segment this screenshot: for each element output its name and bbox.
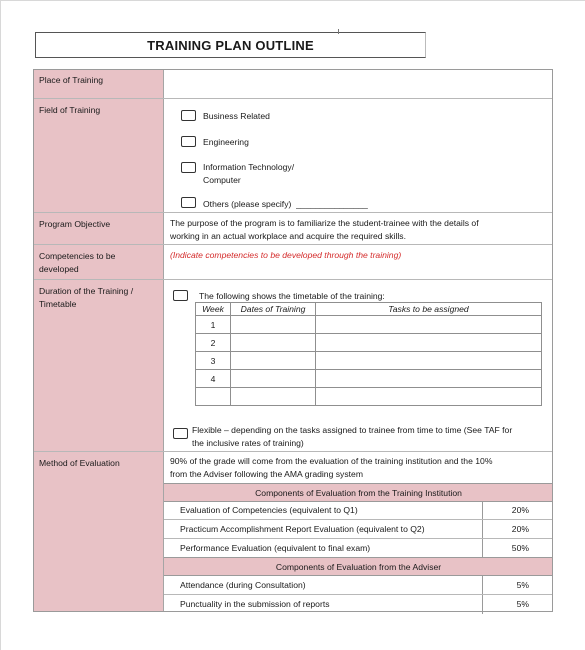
table-row xyxy=(164,595,553,614)
label-duration xyxy=(39,285,157,311)
label-competencies-line2: developed xyxy=(39,264,79,274)
tasks-cell[interactable] xyxy=(316,334,542,352)
tasks-cell[interactable] xyxy=(316,388,542,406)
checkbox-engineering[interactable] xyxy=(181,136,196,147)
week-cell: 2 xyxy=(196,334,231,352)
option-information-technology-line2: Computer xyxy=(203,175,241,185)
timetable-table xyxy=(195,302,542,406)
checkbox-others[interactable] xyxy=(181,197,196,208)
component-percent: 20% xyxy=(482,501,553,519)
option-others: Others (please specify) _______________ xyxy=(203,199,368,209)
dates-cell[interactable] xyxy=(231,388,316,406)
header-week: Week xyxy=(196,303,231,316)
checkbox-flexible[interactable] xyxy=(173,428,188,439)
label-evaluation: Method of Evaluation xyxy=(39,458,120,468)
week-cell: 1 xyxy=(196,316,231,334)
flexible-line-1: Flexible – depending on the tasks assigned to trainee from time to time (See TAF for xyxy=(192,425,513,435)
label-cell xyxy=(33,213,164,244)
label-field-of-training: Field of Training xyxy=(39,105,101,115)
row-place-of-training xyxy=(33,69,553,99)
component-percent: 20% xyxy=(482,520,553,538)
table-row xyxy=(196,388,542,406)
label-cell xyxy=(33,245,164,279)
program-objective-text xyxy=(164,213,553,244)
component-percent: 5% xyxy=(482,576,553,594)
label-competencies xyxy=(39,250,157,276)
component-name: Punctuality in the submission of reports xyxy=(180,599,330,609)
title-box-tick xyxy=(338,29,339,34)
row-field-of-training xyxy=(33,99,553,213)
title-box xyxy=(35,32,426,58)
table-row xyxy=(196,316,542,334)
dates-cell[interactable] xyxy=(231,334,316,352)
evaluation-line-2: from the Adviser following the AMA grading system xyxy=(170,469,363,479)
component-name: Practicum Accomplishment Report Evaluation (equivalent to Q2) xyxy=(180,524,425,534)
table-row xyxy=(164,539,553,558)
component-percent: 5% xyxy=(482,595,553,614)
week-cell xyxy=(196,388,231,406)
page-edge-left xyxy=(0,0,1,650)
week-cell: 4 xyxy=(196,370,231,388)
dates-cell[interactable] xyxy=(231,370,316,388)
label-cell xyxy=(33,69,164,98)
label-program-objective: Program Objective xyxy=(39,219,111,229)
label-cell xyxy=(33,280,164,451)
objective-line-2: working in an actual workplace and acquire the required skills. xyxy=(170,231,406,241)
competencies-field[interactable] xyxy=(164,245,553,279)
row-program-objective xyxy=(33,213,553,245)
field-of-training-options xyxy=(164,99,553,212)
label-duration-line1: Duration of the Training / xyxy=(39,286,134,296)
table-row xyxy=(164,576,553,595)
tasks-cell[interactable] xyxy=(316,370,542,388)
timetable-header-row xyxy=(196,303,542,316)
tasks-cell[interactable] xyxy=(316,316,542,334)
week-cell: 3 xyxy=(196,352,231,370)
evaluation-line-1: 90% of the grade will come from the evaluation of the training institution and the 10% xyxy=(170,456,493,466)
page-edge-top xyxy=(0,0,585,1)
objective-line-1: The purpose of the program is to familiarize the student-trainee with the details of xyxy=(170,218,479,228)
table-row xyxy=(196,352,542,370)
component-name: Attendance (during Consultation) xyxy=(180,580,306,590)
page-title: TRAINING PLAN OUTLINE xyxy=(147,38,314,53)
adviser-components-header: Components of Evaluation from the Adviser xyxy=(164,557,553,576)
label-cell xyxy=(33,452,164,612)
dates-cell[interactable] xyxy=(231,352,316,370)
table-row xyxy=(164,501,553,520)
tasks-cell[interactable] xyxy=(316,352,542,370)
place-of-training-field[interactable] xyxy=(164,69,553,98)
table-row xyxy=(164,520,553,539)
competencies-placeholder: (Indicate competencies to be developed through the training) xyxy=(170,250,402,260)
option-engineering: Engineering xyxy=(203,137,249,147)
dates-cell[interactable] xyxy=(231,316,316,334)
checkbox-timetable[interactable] xyxy=(173,290,188,301)
timetable-option: The following shows the timetable of the training: xyxy=(199,291,385,301)
component-name: Evaluation of Competencies (equivalent to Q1) xyxy=(180,505,358,515)
label-competencies-line1: Competencies to be xyxy=(39,251,116,261)
checkbox-business-related[interactable] xyxy=(181,110,196,121)
option-business-related: Business Related xyxy=(203,111,270,121)
row-competencies xyxy=(33,245,553,280)
header-tasks: Tasks to be assigned xyxy=(316,303,542,316)
table-row xyxy=(196,334,542,352)
checkbox-information-technology[interactable] xyxy=(181,162,196,173)
component-percent: 50% xyxy=(482,539,553,557)
flexible-line-2: the inclusive rates of training) xyxy=(192,438,304,448)
label-duration-line2: Timetable xyxy=(39,299,77,309)
option-information-technology: Information Technology/ xyxy=(203,162,295,172)
table-row xyxy=(196,370,542,388)
header-dates: Dates of Training xyxy=(231,303,316,316)
label-place-of-training: Place of Training xyxy=(39,75,104,85)
label-cell xyxy=(33,99,164,212)
component-name: Performance Evaluation (equivalent to final exam) xyxy=(180,543,371,553)
institution-components-header: Components of Evaluation from the Training Institution xyxy=(164,483,553,502)
